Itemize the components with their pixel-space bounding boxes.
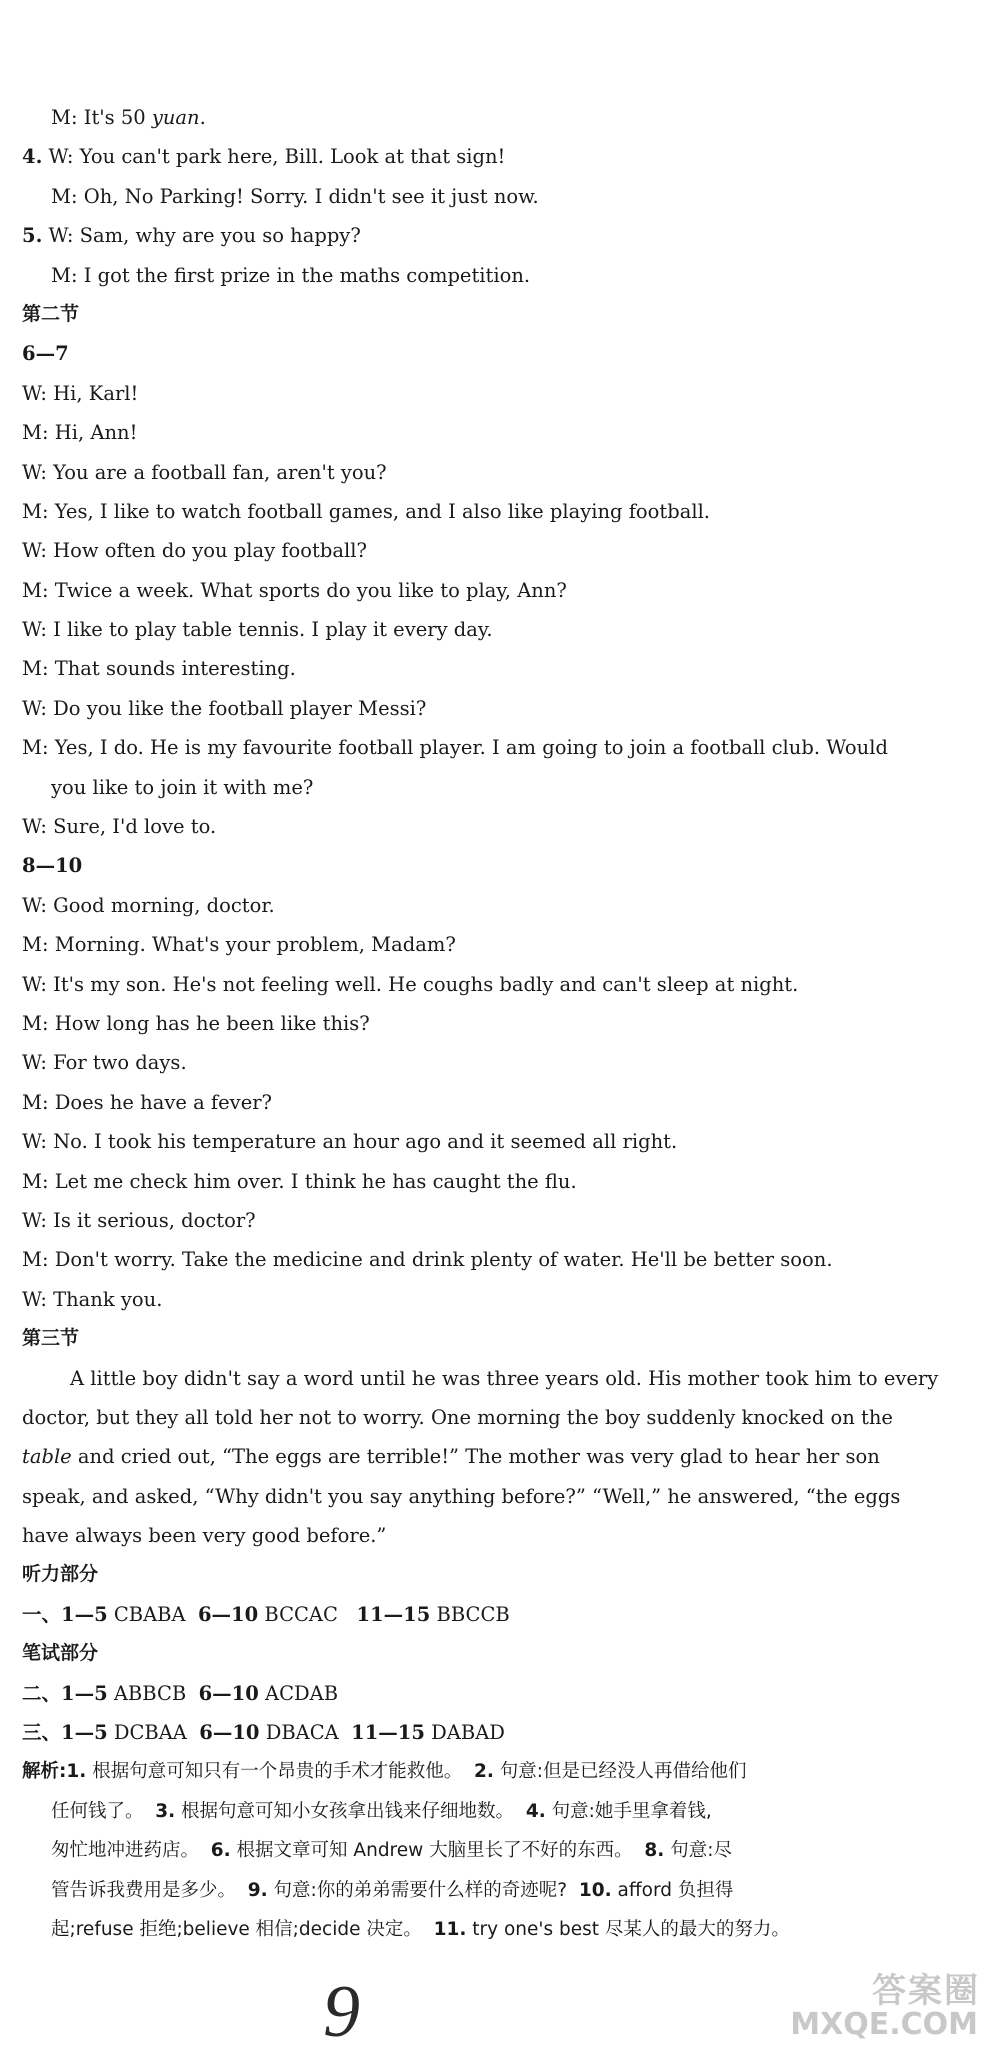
text-line: M: Hi, Ann! [22,421,138,445]
text-line: W: You are a football fan, aren't you? [22,460,387,484]
text-line: W: Sure, I'd love to. [22,815,217,839]
text-line: M: Does he have a fever? [22,1090,273,1114]
text-line: M: Twice a week. What sports do you like to play, Ann? [22,578,567,602]
text-line: M: It's 50 yuan. [51,106,206,129]
text-line: 二、1—5 ABBCB 6—10 ACDAB [22,1681,339,1705]
text-line: M: Morning. What's your problem, Madam? [22,933,456,957]
text-line: 匆忙地冲进药店。 6. 根据文章可知 Andrew 大脑里长了不好的东西。 8. 句意:尽 [51,1840,732,1862]
text-line: W: No. I took his temperature an hour ago and it seemed all right. [22,1130,678,1154]
text-line: M: Yes, I like to watch football games, and I also like playing football. [22,499,711,523]
text-line: M: How long has he been like this? [22,1011,370,1035]
text-line: 一、1—5 CBABA 6—10 BCCAC 11—15 BBCCB [22,1602,510,1626]
text-line: 第二节 [22,302,80,325]
text-line: W: Is it serious, doctor? [22,1208,256,1232]
text-line: 起;refuse 拒绝;believe 相信;decide 决定。 11. try one's best 尽某人的最大的努力。 [51,1918,790,1940]
text-line: W: Do you like the football player Messi? [22,696,427,720]
text-line: M: Let me check him over. I think he has caught the flu. [22,1169,577,1193]
text-line: A little boy didn't say a word until he was three years old. His mother took him to every [70,1366,939,1390]
text-line: W: I like to play table tennis. I play it every day. [22,618,493,642]
document-body [22,98,962,1949]
text-line: M: Don't worry. Take the medicine and drink plenty of water. He'll be better soon. [22,1248,833,1272]
page-number: 9 [323,1971,360,2053]
text-line: you like to join it with me? [51,775,314,799]
item-number: 4. [22,145,43,169]
text-line: M: Yes, I do. He is my favourite football player. I am going to join a football club. Would [22,736,888,760]
text-line: 5. W: Sam, why are you so happy? [22,224,361,248]
text-line: 笔试部分 [22,1642,99,1665]
text-line: 解析:1. 根据句意可知只有一个昂贵的手术才能救他。 2. 句意:但是已经没人再借给他们 [22,1761,747,1783]
text-line: W: For two days. [22,1051,187,1075]
watermark-url: MXQE.COM [790,2007,978,2042]
text-line: 三、1—5 DCBAA 6—10 DBACA 11—15 DABAD [22,1721,505,1745]
text-line: M: Oh, No Parking! Sorry. I didn't see it just now. [51,184,539,208]
text-line: M: I got the first prize in the maths competition. [51,263,531,287]
item-number: 5. [22,224,43,248]
text-line: 4. W: You can't park here, Bill. Look at that sign! [22,145,506,169]
text-line: W: It's my son. He's not feeling well. He coughs badly and can't sleep at night. [22,972,799,996]
watermark [780,1963,980,2043]
text-line: table and cried out, “The eggs are terrible!” The mother was very glad to hear her son [22,1445,880,1469]
text-line: 管告诉我费用是多少。 9. 句意:你的弟弟需要什么样的奇迹呢? 10. afford 负担得 [51,1879,734,1901]
watermark-logo: 答案圈 [872,1971,980,2011]
text-line: doctor, but they all told her not to worry. One morning the boy suddenly knocked on the [22,1405,893,1429]
text-line: 听力部分 [22,1563,99,1586]
text-line: W: Good morning, doctor. [22,893,275,917]
text-line: W: How often do you play football? [22,539,367,563]
text-line: W: Thank you. [22,1287,163,1311]
text-line: M: That sounds interesting. [22,657,296,681]
text-line: speak, and asked, “Why didn't you say anything before?” “Well,” he answered, “the eggs [22,1484,901,1508]
text-line: 8—10 [22,854,83,878]
text-line: 第三节 [22,1327,80,1350]
text-line: 任何钱了。 3. 根据句意可知小女孩拿出钱来仔细地数。 4. 句意:她手里拿着钱, [51,1800,712,1822]
text-line: 6—7 [22,342,69,366]
text-line: W: Hi, Karl! [22,381,139,405]
text-line: have always been very good before.” [22,1524,387,1548]
